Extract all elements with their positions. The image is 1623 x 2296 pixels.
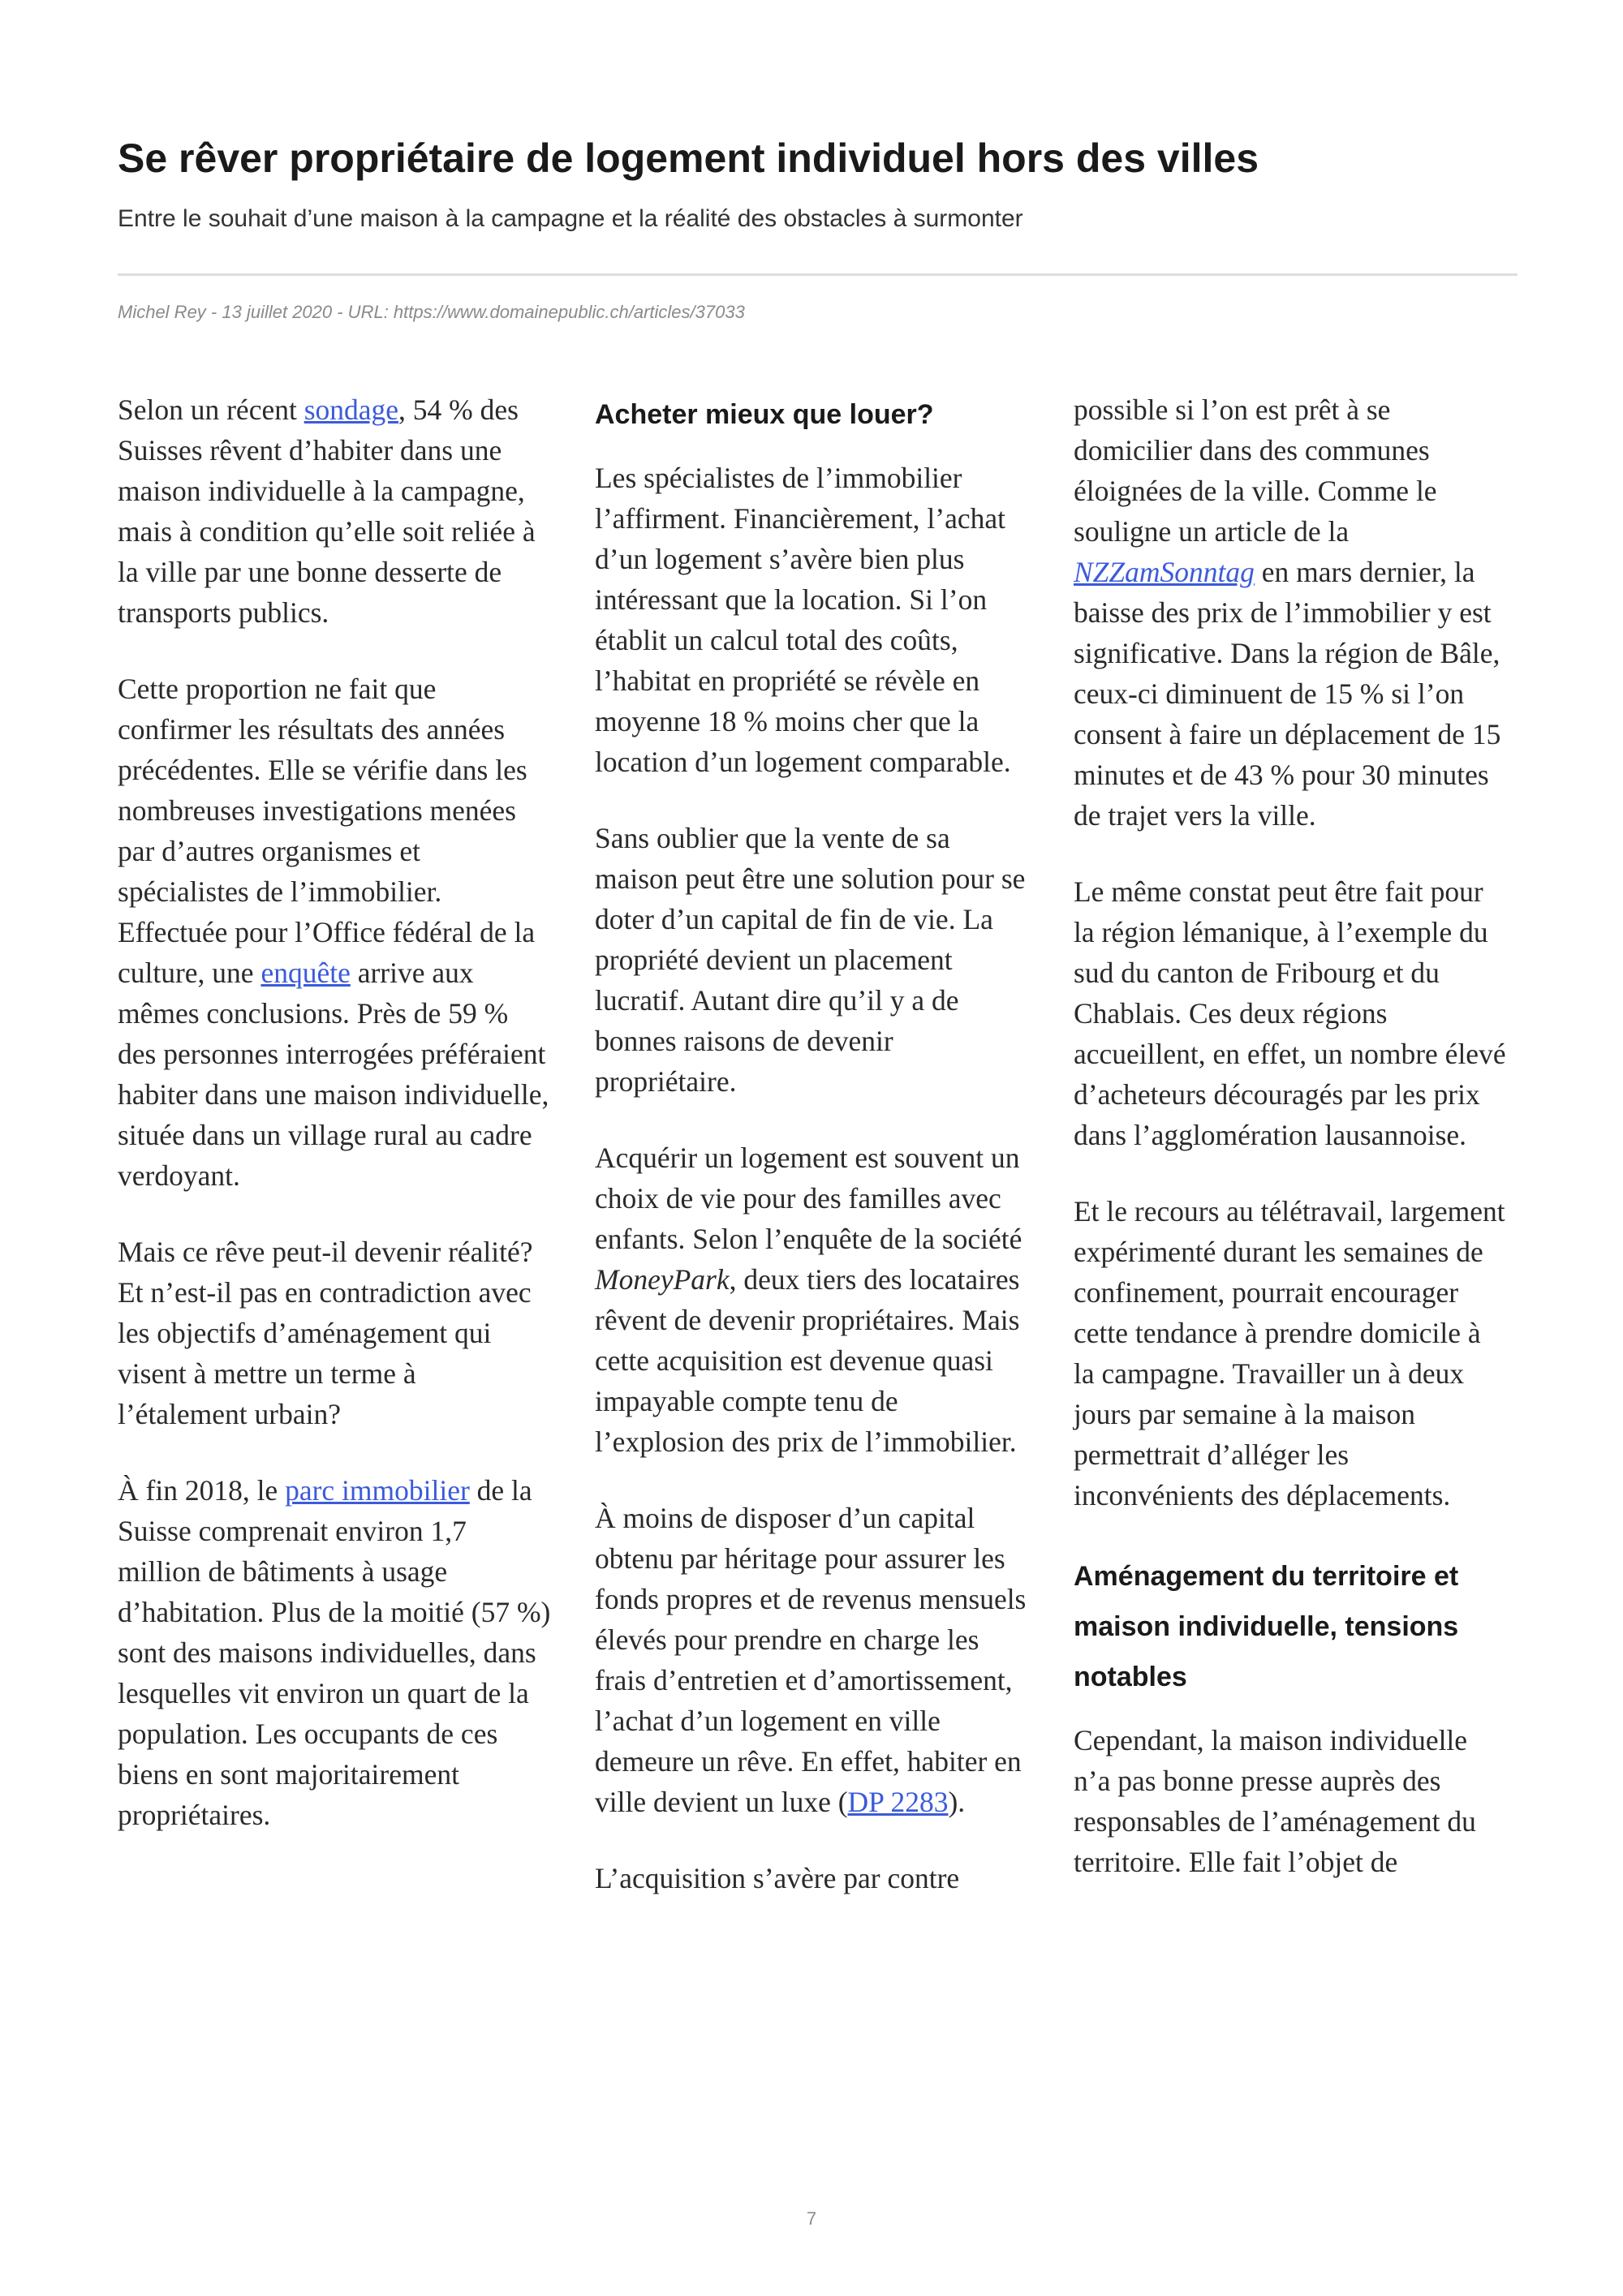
- article-meta: Michel Rey - 13 juillet 2020 - URL: https://www.domainepublic.ch/articles/37033: [118, 302, 745, 322]
- text-run: Acquérir un logement est souvent un choix de vie pour des familles avec enfants. Selon l’enquête de la société: [595, 1142, 1022, 1255]
- text-run: , deux tiers des locataires rêvent de devenir propriétaires. Mais cette acquisition est devenue quasi impayable compte tenu de l’explosion des prix de l’immobilier.: [595, 1263, 1020, 1458]
- text-run: ).: [948, 1786, 966, 1818]
- text-run: de la Suisse comprenait environ 1,7 million de bâtiments à usage d’habitation. Plus de la moitié (57 %) sont des maisons individuelles, dans lesquelles vit environ un quart de la population. Les occupants de ces biens en sont majoritairement propriétaires.: [118, 1474, 551, 1831]
- paragraph: [118, 1470, 552, 1835]
- paragraph: [1074, 389, 1508, 836]
- column-1: [118, 389, 552, 1871]
- company-name: MoneyPark: [595, 1263, 730, 1296]
- paragraph: Cependant, la maison individuelle n’a pas bonne presse auprès des responsables de l’aménagement du territoire. Elle fait l’objet de: [1074, 1724, 1476, 1878]
- text-run: en mars dernier, la baisse des prix de l’immobilier y est significative. Dans la région de Bâle, ceux-ci diminuent de 15 % si l’on consent à faire un déplacement de 15 minutes et de 43 % pour 30 minutes de trajet vers la ville.: [1074, 556, 1501, 832]
- paragraph: Et le recours au télétravail, largement expérimenté durant les semaines de confinement, pourrait encourager cette tendance à prendre domicile à la campagne. Travailler un à deux jours par semaine à la maison permettrait d’alléger les inconvénients des déplacements.: [1074, 1195, 1505, 1511]
- paragraph: Les spécialistes de l’immobilier l’affirment. Financièrement, l’achat d’un logement s’avère bien plus intéressant que la location. Si l’on établit un calcul total des coûts, l’habitat en propriété se révèle en moyenne 18 % moins cher que la location d’un logement comparable.: [595, 462, 1011, 778]
- enquete-link[interactable]: enquête: [260, 957, 351, 989]
- section-heading: Acheter mieux que louer?: [595, 399, 934, 430]
- paragraph: [595, 1137, 1029, 1462]
- nzzamsonntag-link[interactable]: NZZamSonntag: [1074, 556, 1255, 588]
- header-divider: [118, 273, 1518, 276]
- text-run: À moins de disposer d’un capital obtenu par héritage pour assurer les fonds propres et de revenus mensuels élevés pour prendre en charge les frais d’entretien et d’amortissement, l’achat d’un logement en ville demeure un rêve. En effet, habiter en ville devient un luxe (: [595, 1502, 1027, 1818]
- paragraph: L’acquisition s’avère par contre: [595, 1862, 960, 1894]
- dp-2283-link[interactable]: DP 2283: [847, 1786, 949, 1818]
- column-3: [1074, 389, 1508, 1918]
- text-run: arrive aux mêmes conclusions. Près de 59 % des personnes interrogées préféraient habiter dans une maison individuelle, située dans un village rural au cadre verdoyant.: [118, 957, 549, 1192]
- text-run: Cette proportion ne fait que confirmer les résultats des années précédentes. Elle se vérifie dans les nombreuses investigations menées par d’autres organismes et spécialistes de l’immobilier. Effectuée pour l’Office fédéral de la culture, une: [118, 673, 536, 989]
- paragraph: [118, 669, 552, 1196]
- text-run: possible si l’on est prêt à se domicilier dans des communes éloignées de la ville. Comme le souligne un article de la: [1074, 393, 1437, 548]
- text-run: Selon un récent: [118, 393, 304, 426]
- text-run: À fin 2018, le: [118, 1474, 286, 1507]
- page-number: 7: [806, 2208, 817, 2229]
- paragraph: [595, 1498, 1029, 1822]
- article-subtitle: Entre le souhait d’une maison à la campagne et la réalité des obstacles à surmonter: [118, 205, 1023, 232]
- parc-immobilier-link[interactable]: parc immobilier: [285, 1474, 470, 1507]
- sondage-link[interactable]: sondage: [304, 393, 399, 426]
- paragraph: Sans oublier que la vente de sa maison peut être une solution pour se doter d’un capital de fin de vie. La propriété devient un placement lucratif. Autant dire qu’il y a de bonnes raisons de devenir propriétaire.: [595, 822, 1026, 1098]
- paragraph: Mais ce rêve peut-il devenir réalité? Et n’est-il pas en contradiction avec les objectifs d’aménagement qui visent à mettre un terme à l’étalement urbain?: [118, 1236, 533, 1430]
- column-2: [595, 389, 1029, 1934]
- article-title: Se rêver propriétaire de logement individuel hors des villes: [118, 135, 1259, 181]
- section-heading: Aménagement du territoire et maison individuelle, tensions notables: [1074, 1561, 1459, 1692]
- paragraph: [118, 389, 552, 633]
- text-run: , 54 % des Suisses rêvent d’habiter dans une maison individuelle à la campagne, mais à condition qu’elle soit reliée à la ville par une bonne desserte de transports publics.: [118, 393, 536, 629]
- paragraph: Le même constat peut être fait pour la région lémanique, à l’exemple du sud du canton de Fribourg et du Chablais. Ces deux régions accueillent, en effet, un nombre élevé d’acheteurs découragés par les prix dans l’agglomération lausannoise.: [1074, 875, 1506, 1151]
